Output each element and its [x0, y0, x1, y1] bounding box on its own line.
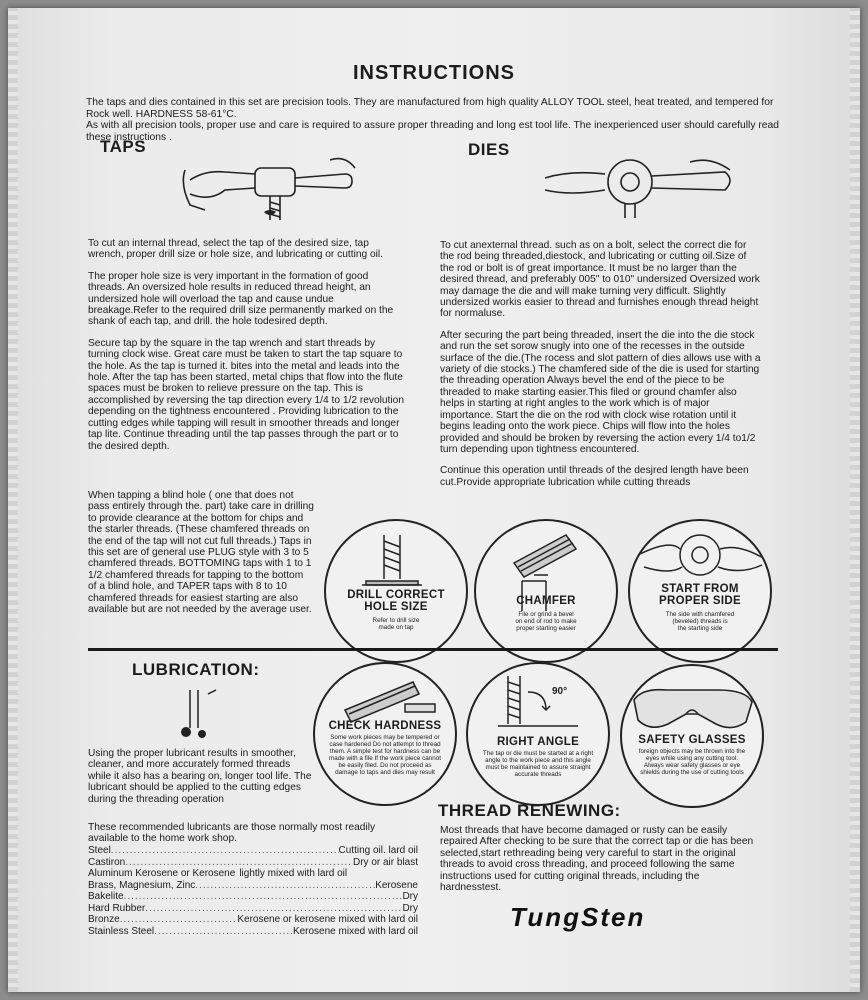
circle-title: DRILL CORRECT HOLE SIZE [347, 589, 445, 613]
lubricant: Kerosene mixed with lard oil [292, 925, 418, 937]
dies-paragraph: Continue this operation until threads of the desjred length have been cut.Provide appropriate lubrication while cutting threads [440, 465, 749, 488]
circle-caption: Refer to drill size made on tap [372, 617, 420, 631]
angle-label: 90° [552, 686, 568, 697]
thread-renewing-paragraph: Most threads that have become damaged or rusty can be easily repaired After checking to be sure that the correct tap or die has been selected,start rethreading being very careful to start in the original threads to avoid cross threading, and proceed following the same instructions used for cutting original threads, including the hardnesstest. [440, 825, 754, 894]
tap-wrench-illustration [180, 150, 360, 228]
dies-paragraph: After securing the part being threaded, insert the die into the die stock and run the set sorow snugly into one of the recesses in the outside surface of the die.(The rocess and slot pattern of dies allows use with a variety of die stocks.) The chamfered side of the die is used for starting the threading operation Always bevel the end of the piece to be threaded to make starting easier.This filed or ground chamfer also helps in starting at right angles to the work which is of major importance. Start the die on the rod with clock wise rotation until it begins leading onto the work piece. Chips will flow into the holes provided and should be broken by reversing the action every 1/4 to1/2 turn depending upon tightness encountered. [440, 329, 761, 455]
start-from-proper-side-diagram [628, 519, 772, 663]
taps-paragraph: Secure tap by the square in the tap wrench and start threads by turning clock wise. Great care must be taken to start the tap square to the hole. As the tap is turned it. bites into the metal and leads into the hole. After the tap has been started, metal chips that flow into the flute spaces must be broken to relieve pressure on the tap. This is accomplished by reversing the tap direction every 1/4 to 1/2 revolution depending on the tightness encountered . Providing lubrication to the cutting edges while tapping will result in smoother threads and longer tap lite. Continue threading until the tap passes through the part or to the desired depth. [88, 337, 404, 452]
lubricant-table [88, 845, 418, 937]
check-hardness-diagram [313, 662, 457, 806]
section-divider [88, 648, 778, 651]
perforated-edge-left [8, 8, 18, 992]
die-stock-illustration [540, 150, 740, 220]
circle-caption: Some work pieces may be tempered or case hardened Do not attempt to thread them. A simple test for hardness can be made with a file If the work piece cannot be easily filed. Do not proceed as damage to taps and dies may result [328, 734, 441, 776]
material: Steel [88, 845, 111, 856]
circle-caption: foreign objects may be thrown into the eyes while using any cutting tool. Always wear safety glasses or eye shields during the use of cutting tools [638, 748, 746, 776]
circle-caption: The side with chamfered (beveled) threads is the starting side [665, 611, 735, 632]
material: Hard Rubber [88, 902, 146, 914]
circle-title: CHECK HARDNESS [328, 720, 442, 732]
material: Bronze [88, 914, 120, 925]
dies-heading: DIES [468, 140, 510, 159]
dies-column [440, 240, 762, 498]
lubricant-row [88, 845, 418, 857]
file-rod-icon [476, 521, 616, 661]
drill-correct-hole-size-diagram [324, 519, 468, 663]
right-angle-diagram [466, 662, 610, 806]
perforated-edge-right [850, 8, 860, 992]
chamfer-diagram [474, 519, 618, 663]
intro-paragraph: The taps and dies contained in this set are precision tools. They are manufactured from high quality ALLOY TOOL steel, heat treated, and tempered for Rock well. HARDNESS 58-61°C. [86, 97, 774, 120]
lubricant: Cutting oil. lard oil [338, 845, 418, 856]
dies-paragraph: To cut anexternal thread. such as on a bolt, select the correct die for the rod being threaded,diestock, and lubricating or cutting oil.Size of the rod or bolt is of great importance. It must be no larger than the desired thread, and preferably 005" to 010" undersized Oversized work may damage the die and will make turning very difficult. Slightly undersized workis easier to thread and furnishes enough thread height for normaluse. [440, 240, 760, 320]
lubricant: lightly mixed with lard oil [239, 868, 348, 879]
lubricant-row [88, 891, 418, 903]
material: Bakelite [88, 891, 124, 902]
taps-column [88, 238, 406, 462]
lubricant: Kerosene or kerosene mixed with lard oil [237, 914, 418, 925]
lubricant: Dry [402, 902, 418, 914]
oil-can-icon [172, 688, 220, 740]
lubricant-row [88, 880, 418, 892]
page-title: INSTRUCTIONS [353, 62, 515, 84]
lubrication-heading: LUBRICATION: [132, 660, 260, 679]
lubricant: Kerosene [375, 879, 418, 891]
lubricant: Dry or air blast [352, 856, 418, 868]
intro-paragraph: As with all precision tools, proper use and care is required to assure proper threading and long est tool life. The inexperienced user should carefully read these instructions . [86, 120, 779, 143]
lubricant-row [88, 903, 418, 915]
circle-caption: The tap or die must be started at a right angle to the work piece and this angle must be maintained to assure straight accurate threads [482, 750, 594, 778]
lubricant-row [88, 868, 418, 880]
brand-logo: TungSten [510, 902, 646, 932]
circle-caption: File or grind a bevel on end of rod to make proper starting easier [515, 611, 577, 632]
lubricant-row [88, 914, 418, 926]
material: Aluminum Kerosene or Kerosene [88, 868, 236, 879]
lubricant-row [88, 926, 418, 938]
intro-text [86, 97, 786, 143]
taps-paragraph: The proper hole size is very important in the formation of good threads. An oversized hole results in reduced thread height, an undersized hole will overload the tap and cause undue breakage.Refer to the required drill size permanently marked on the shank of each tap, and drill. the hole todesired depth. [88, 270, 394, 328]
material: Brass, Magnesium, Zinc [88, 879, 196, 891]
taps-heading: TAPS [100, 137, 147, 156]
safety-glasses-diagram [620, 664, 764, 808]
lubricant-row [88, 857, 418, 869]
circle-title: CHAMFER [516, 595, 576, 607]
lubrication-table-intro: These recommended lubricants are those normally most readily available to the home work shop. [88, 822, 376, 845]
material: Stainless Steel [88, 925, 155, 937]
lubrication-paragraph: Using the proper lubricant results in smoother, cleaner, and more accurately formed threads while it also has a bearing on, longer tool life. The lubricant should be applied to the cutting edges during the threading operation [88, 748, 312, 805]
taps-paragraph: To cut an internal thread, select the tap of the desired size, tap wrench, proper drill size or hole size, and lubricating or cutting oil. [88, 238, 384, 261]
taps-blind-hole-text: When tapping a blind hole ( one that does not pass entirely through the. part) take care in drilling to provide clearance at the bottom for chips and the starler threads. (These chamfered threads on the end of the tap will not cut full threads.) Taps in this set are of general use PLUG style with 3 to 5 chamfered threads. BOTTOMING taps with 1 to 1 1/2 chamfered threads for tapping to the bottom of a blind hole, and TAPER taps with 8 to 10 chamfered threads for easiest starting are also available but are not needed by the average user. [88, 490, 314, 616]
circle-title: SAFETY GLASSES [638, 734, 746, 746]
circle-title: RIGHT ANGLE [496, 736, 580, 748]
circle-title: START FROM PROPER SIDE [659, 583, 741, 607]
right-angle-icon [468, 664, 608, 804]
thread-renewing-heading: THREAD RENEWING: [438, 801, 621, 820]
lubricant: Dry [402, 891, 418, 902]
material: Castiron [88, 856, 126, 868]
